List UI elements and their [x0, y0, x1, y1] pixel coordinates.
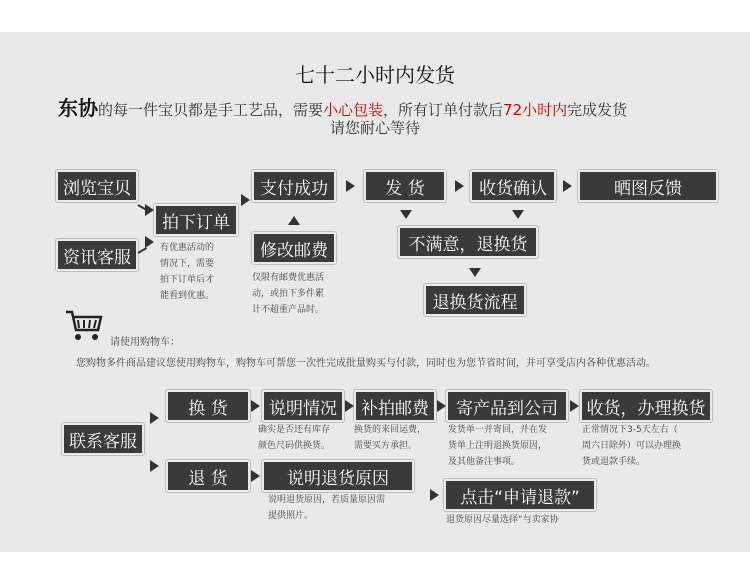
arrow-line	[138, 247, 148, 254]
explain-situation-step: 说明情况	[262, 390, 344, 422]
unsatisfied-return-step: 不满意，退换货	[398, 226, 538, 258]
arrow-icon	[430, 489, 439, 501]
receive-exchange-step: 收货，办理换货	[580, 390, 712, 422]
arrow-icon	[400, 210, 412, 219]
send-to-company-step: 寄产品到公司	[446, 390, 568, 422]
explain-return-note: 说明退货原因，若质量原因需 提供照片。	[268, 495, 386, 521]
arrow-icon	[469, 268, 481, 277]
exchange-step: 换 货	[166, 390, 250, 422]
arrow-icon	[145, 204, 154, 216]
confirm-receipt-step: 收货确认	[470, 170, 556, 202]
intro-part3: 完成发货	[567, 101, 628, 119]
repay-note: 换货的来回运费， 需要买方承担。	[354, 425, 427, 451]
arrow-icon	[251, 400, 260, 412]
place-order-step: 拍下订单	[154, 204, 238, 236]
order-note: 有优惠活动的 情况下，需要 拍下订单后才 能看到优惠。	[160, 243, 215, 301]
payment-success-step: 支付成功	[252, 170, 336, 202]
receive-exchange-note: 正常情况下3-5天左右（ 周六日除外）可以办理换 货或退款手续。	[582, 425, 682, 467]
ship-step: 发 货	[364, 170, 446, 202]
arrow-icon	[563, 180, 572, 192]
cart-label: 请使用购物车：	[110, 337, 180, 348]
apply-refund-note: 退货原因尽量选择“与卖家协	[446, 515, 559, 525]
arrow-icon	[251, 470, 260, 482]
intro-part1: 的每一件宝贝都是手工艺品，需要	[98, 101, 324, 119]
arrow-icon	[346, 180, 355, 192]
intro-line2: 请您耐心等待	[329, 119, 420, 137]
arrow-icon	[150, 412, 159, 424]
repay-shipping-step: 补拍邮费	[354, 390, 436, 422]
highlight-72-hours: 72小时内	[503, 101, 568, 119]
arrow-icon	[241, 194, 250, 206]
browse-products-step: 浏览宝贝	[56, 170, 138, 202]
photo-feedback-step: 晒图反馈	[578, 170, 718, 202]
intro-part2: ，所有订单付款后	[383, 101, 504, 119]
arrow-icon	[145, 236, 154, 248]
process-infographic	[0, 32, 750, 552]
arrow-icon	[288, 216, 300, 225]
modify-shipping-step: 修改邮费	[252, 232, 336, 264]
arrow-icon	[455, 180, 464, 192]
refund-step: 退 货	[166, 460, 250, 492]
cart-text: 您购物多件商品建议您使用购物车，购物车可帮您一次性完成批量购买与付款，同时也为您节省时间，并可享受店内各种优惠活动。	[76, 358, 656, 369]
brand-logo: 东协	[58, 96, 98, 120]
arrow-icon	[512, 210, 524, 219]
apply-refund-step: 点击“申请退款”	[444, 479, 596, 511]
arrow-icon	[570, 400, 579, 412]
arrow-icon	[345, 400, 354, 412]
sendback-note: 发货单一并寄回，并在发 货单上注明退换货原因， 及其他备注事项。	[448, 425, 548, 467]
arrow-icon	[437, 400, 446, 412]
arrow-icon	[150, 460, 159, 472]
page-title: 七十二小时内发货	[295, 63, 455, 87]
explain-return-step: 说明退货原因	[262, 460, 414, 492]
shopping-cart-icon	[64, 308, 104, 344]
contact-service-step-2: 联系客服	[62, 423, 144, 455]
highlight-careful-packing: 小心包装	[323, 101, 384, 119]
modify-shipping-note: 仅限有邮费优惠活 动，或拍下多件累 计不超重产品时。	[252, 273, 325, 315]
return-process-step: 退换货流程	[424, 284, 526, 316]
explain-note: 确实是否还有库存 颜色尺码供换货。	[258, 425, 331, 451]
contact-service-step: 资讯客服	[56, 239, 138, 271]
